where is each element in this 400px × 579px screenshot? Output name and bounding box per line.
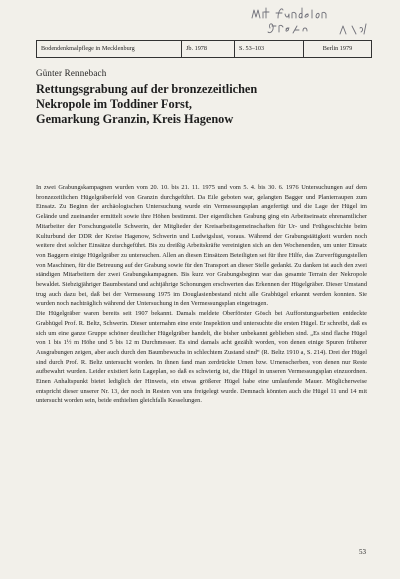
page-number: 53 <box>359 548 366 556</box>
paragraph: Die Hügelgräber waren bereits seit 1907 bekannt. Damals meldete Oberförster Gösch bei Aufforstungsarbeiten entdeckte Grabhügel Prof. R. Beltz, Schwerin. Dieser unternahm eine erste Inspektion und untersuchte die ersten Hügel. Er schreibt, daß es sich um eine ganze Gruppe schöner deutlicher Hügelgräber handelt, die bisher unbekannt geblieben sind. „Es sind flache Hügel von 1 bis 1½ m Höhe und 5 bis 12 m Durchmesser. Es sind damals acht gezählt worden, von denen einige Spuren früherer Ausgrabungen zeigen, aber auch durch den Baumbewuchs in schlechtem Zustand sind“ (R. Beltz 1910 a, S. 214). Drei der Hügel sind durch Prof. R. Beltz untersucht worden. In ihnen fand man zerdrückte Urnen bzw. Urnenscherben, von denen nur Reste aufbewahrt wurden. Leider existiert kein Lageplan, so daß es schwierig ist, die Hügel in unseren Vermessungsplan einzuordnen. Einen Anhaltspunkt bietet lediglich der Hinweis, ein etwas größerer Hügel habe eine umlaufende Mauer. Möglicherweise entspricht dieser unserer Nr. 13, der noch in Resten von uns freigelegt wurde. Demnach könnten auch die Hügel 11 und 14 mit untersucht worden sein, beide enthielten gleichfalls Kesselungen. <box>36 310 367 405</box>
header-place-year: Berlin 1979 <box>322 45 353 52</box>
header-year: Jb. 1978 <box>182 41 235 57</box>
paragraph: In zwei Grabungskampagnen wurden vom 20. 10. bis 21. 11. 1975 und vom 5. 4. bis 30. 6. 1976 Untersuchungen auf dem bronzezeitlichen Hügelgräberfeld von Granzin durchgeführt. Da Eile geboten war, gelangten Bagger und Planierraupen zum Einsatz. Zu Beginn der archäologischen Untersuchung wurde ein Vermessungsplan angefertigt und die Lage der Hügel im Gelände und zueinander ermittelt sowie ihre Höhen bestimmt. Der eigentlichen Grabung ging ein Arbeitseinsatz ehrenamtlicher Mitarbeiter der Forschungsstelle Schwerin, der Mitglieder der Kreisarbeitsgemeinschaften für Ur- und Frühgeschichte beim Kulturbund der DDR der Kreise Hagenow, Schwerin und Ludwigslust, voraus. Während der Grabungstätigkeit wurden noch weitere drei solcher Einsätze durchgeführt. Bis zu dreißig Arbeitskräfte vereinigten sich an den Wochenenden, um unter Einsatz von Baggern einige Hügelgräber zu untersuchen. Allen an diesen Einsätzen Beteiligten sei für ihre Hilfe, das Zurverfügungstellen von Maschinen, für die Betreuung auf der Grabung sowie für den Transport an dieser Stelle gedankt. Zu danken ist auch den zwei ständigen Mitarbeitern der zwei Grabungskampagnen. Bis kurz vor Grabungsbeginn war das gesamte Terrain der Nekropole bewaldet. Siebzigjähriger Baumbestand und achtjährige Schonungen erschwerten das Erkennen der Hügelgräber. Dieser Umstand trug auch dazu bei, daß bei der Vermessung 1975 im Douglasienbestand nicht alle Grabhügel erkannt werden konnten. Sie wurden noch nachträglich während der Untersuchung in den Vermessungsplan eingetragen. <box>36 184 367 308</box>
article-body <box>36 183 367 406</box>
title-line: Rettungsgrabung auf der bronzezeitlichen <box>36 82 258 96</box>
handwriting-signature <box>248 4 388 38</box>
title-line: Gemarkung Granzin, Kreis Hagenow <box>36 112 234 126</box>
journal-header <box>36 40 372 58</box>
header-pages: S. 53–103 <box>235 41 304 57</box>
header-publication: Bodendenkmalpflege in Mecklenburg <box>37 41 182 57</box>
handwritten-dedication <box>248 4 388 38</box>
author-name: Günter Rennebach <box>36 68 107 78</box>
article-title <box>36 82 366 127</box>
title-line: Nekropole im Toddiner Forst, <box>36 97 193 111</box>
